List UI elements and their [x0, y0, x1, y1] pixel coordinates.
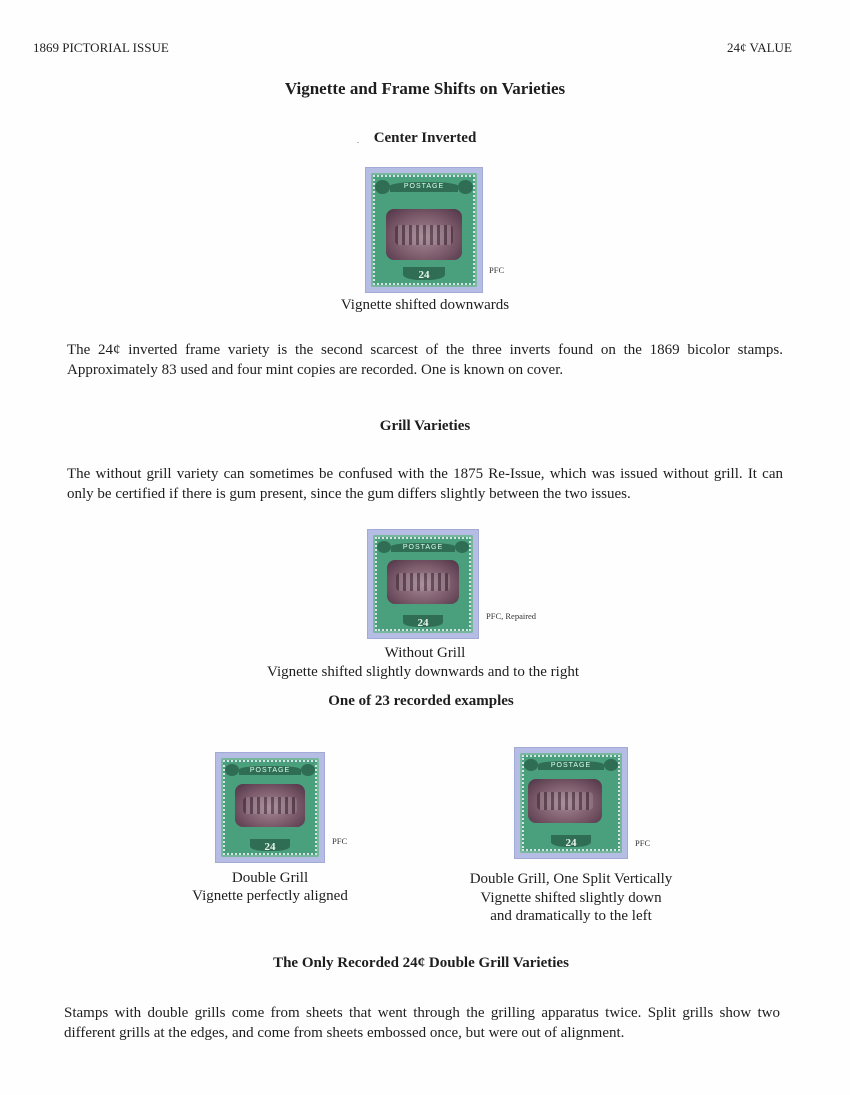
stamp-image-without-grill: POSTAGE 24 — [373, 535, 473, 633]
stamp-mount-center-inverted — [366, 168, 482, 292]
stamp-caption-line2: Vignette shifted slightly downwards and to the right — [267, 664, 579, 680]
section-heading-double-grill: The Only Recorded 24¢ Double Grill Varieties — [273, 955, 569, 971]
section-heading-grill-varieties: Grill Varieties — [379, 418, 471, 434]
header-right: 24¢ VALUE — [727, 40, 792, 55]
stamp-caption: Vignette shifted downwards — [340, 297, 510, 313]
paragraph-grill: The without grill variety can sometimes be confused with the 1875 Re-Issue, which was issued without grill. It can only be certified if there is gum present, since the gum differs slightly between the two issues. — [67, 466, 783, 502]
cert-label: PFC, Repaired — [486, 611, 537, 621]
stamp-caption-line2: Vignette perfectly aligned — [192, 888, 348, 904]
header-left: 1869 PICTORIAL ISSUE — [33, 40, 169, 55]
stamp-caption-line1: Without Grill — [384, 645, 466, 661]
stamp-image-center-inverted: POSTAGE 24 — [371, 173, 477, 287]
paragraph-inverts: The 24¢ inverted frame variety is the second scarcest of the three inverts found on the 1869 bicolor stamps. Approximately 83 used and four mint copies are recorded. One is known on cover. — [67, 342, 783, 378]
cert-label: PFC — [489, 265, 505, 275]
section-heading-center-inverted: Center Inverted — [373, 130, 477, 146]
stamp-mount-split-grill — [515, 748, 627, 858]
stamp-caption-line2: Vignette shifted slightly down — [480, 890, 662, 906]
cert-label: PFC — [332, 836, 348, 846]
stamp-image-split-grill: POSTAGE 24 — [520, 753, 622, 853]
stamp-mount-without-grill — [368, 530, 478, 638]
note-recorded-examples: One of 23 recorded examples — [328, 693, 514, 709]
stamp-caption-line1: Double Grill, One Split Vertically — [469, 871, 673, 887]
paragraph-double-grill: Stamps with double grills come from sheets that went through the grilling apparatus twice. Split grills show two different grills at the edges, and come from sheets embossed once, but were out of alignment. — [64, 1005, 780, 1041]
stamp-caption-line1: Double Grill — [231, 870, 309, 886]
stray-dot: . — [357, 136, 359, 145]
stamp-caption-line3: and dramatically to the left — [490, 908, 652, 924]
stamp-image-double-grill: POSTAGE 24 — [221, 758, 319, 857]
stamp-mount-double-grill — [216, 753, 324, 862]
cert-label: PFC — [635, 838, 651, 848]
page-title: Vignette and Frame Shifts on Varieties — [284, 79, 566, 98]
